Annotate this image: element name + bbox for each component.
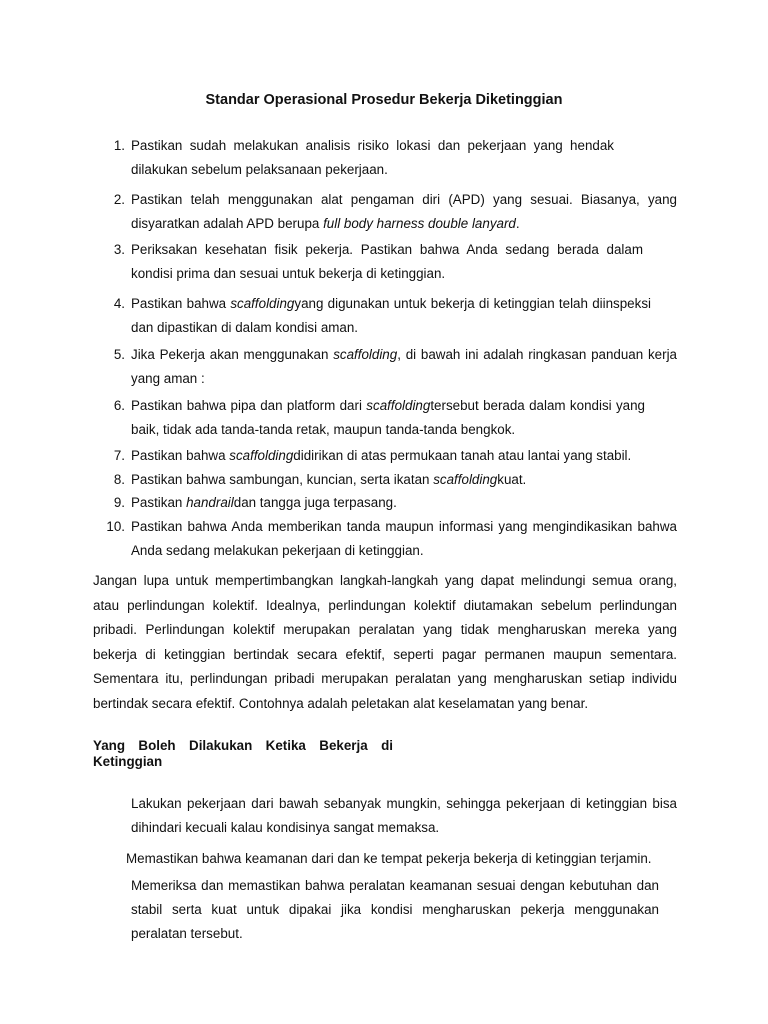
list-text: Periksakan kesehatan fisik pekerja. Pastikan bahwa Anda sedang berada dalam kondisi prima dan sesuai untuk bekerja di ketinggian.	[131, 242, 643, 281]
list-number: 6.	[113, 398, 125, 413]
list-text: Pastikan sudah melakukan analisis risiko lokasi dan pekerjaan yang hendak dilakukan sebelum pelaksanaan pekerjaan.	[131, 138, 614, 177]
list-text	[131, 468, 677, 492]
list-text-italic: scaffolding	[230, 296, 295, 311]
body-paragraph: Jangan lupa untuk mempertimbangkan langkah-langkah yang dapat melindungi semua orang, atau perlindungan kolektif. Idealnya, perlindungan kolektif diutamakan sebelum perlindungan pribadi. Perlindungan kolektif merupakan peralatan yang tidak mengharuskan mereka yang bekerja di ketinggian bertindak secara efektif, seperti pagar permanen maupun sementara. Sementara itu, perlindungan pribadi merupakan peralatan yang mengharuskan setiap individu bertindak secara efektif. Contohnya adalah peletakan alat keselamatan yang benar.	[93, 573, 677, 711]
list-text-italic: full body harness double lanyard	[323, 216, 516, 231]
document-title: Standar Operasional Prosedur Bekerja Diketinggian	[205, 92, 563, 108]
list-number: 7.	[113, 448, 125, 463]
list-text-italic: scaffolding	[366, 398, 431, 413]
list-text-italic: scaffolding	[433, 472, 498, 487]
list-text-part: yang digunakan untuk bekerja di ketinggian telah diinspeksi dan dipastikan di dalam kondisi aman.	[131, 296, 651, 335]
list-number: 5.	[113, 347, 125, 362]
list-number: 1.	[113, 138, 125, 153]
list-text-italic: handrail	[186, 495, 234, 510]
list-text: Pastikan bahwa Anda memberikan tanda maupun informasi yang mengindikasikan bahwa Anda sedang melakukan pekerjaan di ketinggian.	[131, 519, 677, 558]
list-text-part: .	[515, 216, 520, 231]
list-text-part: didirikan di atas permukaan tanah atau lantai yang stabil.	[293, 448, 632, 463]
list-text	[131, 444, 677, 468]
list-text-italic: scaffolding	[333, 347, 398, 362]
list-text-part: Jika Pekerja akan menggunakan	[131, 347, 334, 362]
list-text-part: , di bawah ini adalah ringkasan panduan kerja yang aman :	[131, 347, 677, 386]
list-number: 2.	[113, 192, 125, 207]
list-text-part: dan tangga juga terpasang.	[233, 495, 397, 510]
list-text-part: kuat.	[497, 472, 527, 487]
list-number: 8.	[113, 472, 125, 487]
list-text	[131, 343, 677, 391]
list-text	[131, 292, 651, 340]
list-number: 9.	[113, 495, 125, 510]
list-text-part: Pastikan	[131, 495, 187, 510]
list-item: Memeriksa dan memastikan bahwa peralatan keamanan sesuai dengan kebutuhan dan stabil serta kuat untuk dipakai jika kondisi mengharuskan pekerja menggunakan peralatan tersebut.	[131, 878, 659, 941]
list-text-part: Pastikan bahwa pipa dan platform dari	[131, 398, 367, 413]
list-text	[131, 188, 677, 236]
list-text-part: Pastikan bahwa	[131, 448, 230, 463]
list-text-part: Pastikan telah menggunakan alat pengaman diri (APD) yang sesuai. Biasanya, yang disyaratkan adalah APD berupa	[131, 192, 677, 231]
list-text	[131, 394, 645, 442]
list-item: Lakukan pekerjaan dari bawah sebanyak mungkin, sehingga pekerjaan di ketinggian bisa dihindari kecuali kalau kondisinya sangat memaksa.	[131, 796, 677, 835]
list-text-part: tersebut berada dalam kondisi yang baik, tidak ada tanda-tanda retak, maupun tanda-tanda bengkok.	[131, 398, 646, 437]
list-text-part: Pastikan bahwa sambungan, kuncian, serta ikatan	[131, 472, 434, 487]
list-text-part: Pastikan bahwa	[131, 296, 231, 311]
list-number: 10.	[106, 519, 125, 534]
list-number: 3.	[113, 242, 125, 257]
section-heading: Yang Boleh Dilakukan Ketika Bekerja di	[93, 738, 393, 753]
section-heading-continued: Ketinggian	[93, 754, 163, 769]
list-text	[131, 491, 677, 515]
list-text-italic: scaffolding	[229, 448, 294, 463]
list-item: Memastikan bahwa keamanan dari dan ke tempat pekerja bekerja di ketinggian terjamin.	[126, 851, 652, 866]
list-number: 4.	[113, 296, 125, 311]
